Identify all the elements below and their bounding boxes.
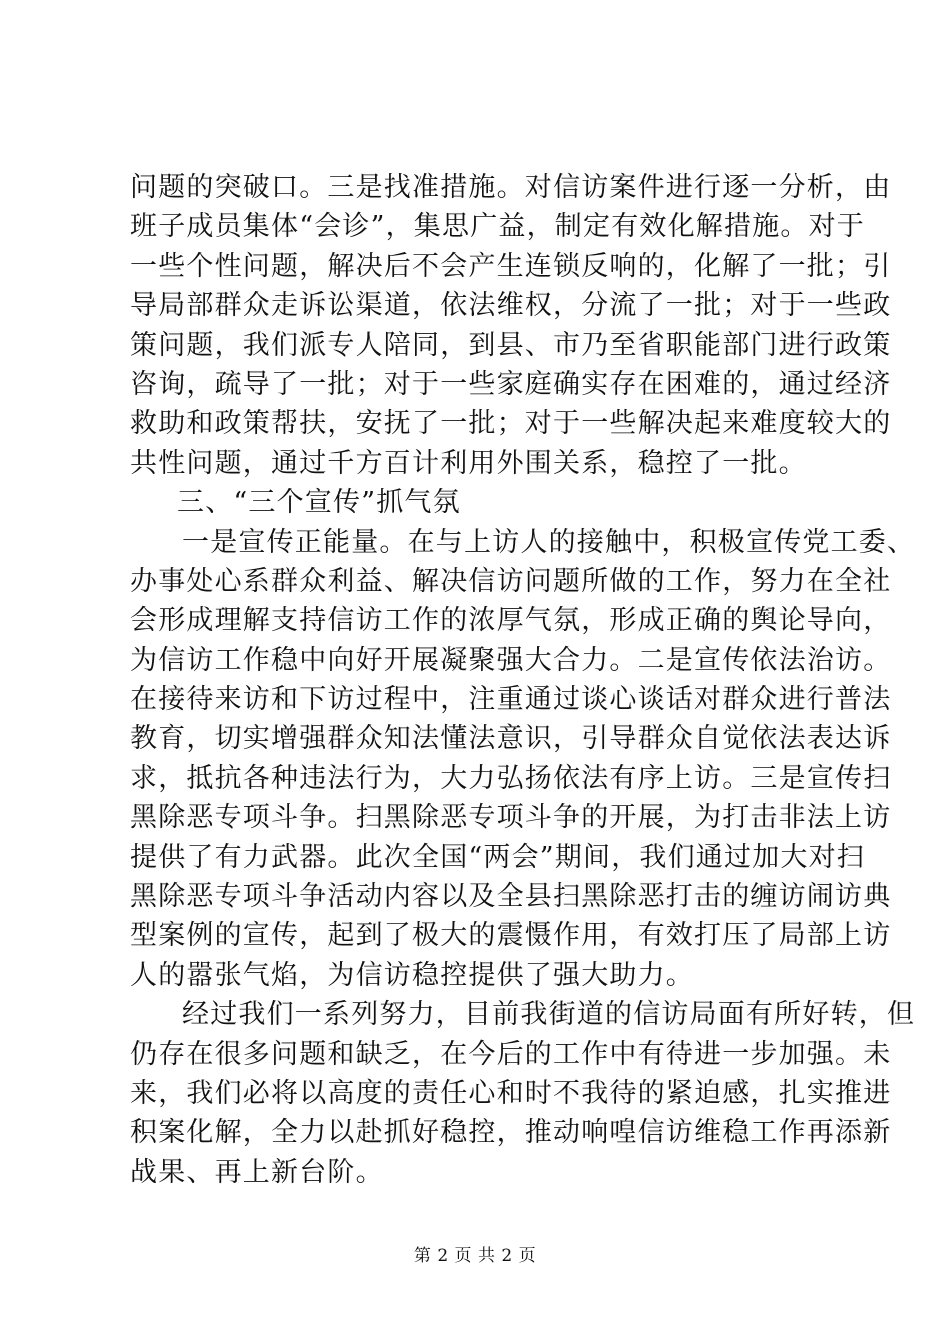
text-line: 共性问题，通过千方百计利用外围关系，稳控了一批。 — [130, 447, 807, 479]
text-line: 黑除恶专项斗争活动内容以及全县扫黑除恶打击的缠访闹访典 — [130, 881, 892, 913]
text-line: 黑除恶专项斗争。扫黑除恶专项斗争的开展，为打击非法上访 — [130, 802, 892, 834]
text-line: 在接待来访和下访过程中，注重通过谈心谈话对群众进行普法 — [130, 684, 892, 716]
text-line: 一些个性问题，解决后不会产生连锁反响的，化解了一批；引 — [130, 250, 892, 282]
text-line: 仍存在很多问题和缺乏，在今后的工作中有待进一步加强。未 — [130, 1038, 892, 1070]
text-line: 导局部群众走诉讼渠道，依法维权，分流了一批；对于一些政 — [130, 290, 892, 322]
text-line: 教育，切实增强群众知法懂法意识，引导群众自觉依法表达诉 — [130, 723, 892, 755]
text-line: 来，我们必将以高度的责任心和时不我待的紧迫感，扎实推进 — [130, 1077, 892, 1109]
text-line: 提供了有力武器。此次全国“两会”期间，我们通过加大对扫 — [130, 841, 866, 873]
text-line: 策问题，我们派专人陪同，到县、市乃至省职能部门进行政策 — [130, 329, 892, 361]
text-line: 咨询，疏导了一批；对于一些家庭确实存在困难的，通过经济 — [130, 368, 892, 400]
paragraph-first-line: 一是宣传正能量。在与上访人的接触中，积极宣传党工委、 — [182, 526, 916, 558]
section-heading: 三、“三个宣传”抓气氛 — [177, 487, 461, 519]
text-line: 积案化解，全力以赴抓好稳控，推动响喤信访维稳工作再添新 — [130, 1117, 892, 1149]
text-line: 会形成理解支持信访工作的浓厚气氛，形成正确的舆论导向， — [130, 605, 892, 637]
text-line: 战果、再上新台阶。 — [130, 1156, 384, 1188]
text-line: 求，抵抗各种违法行为，大力弘扬依法有序上访。三是宣传扫 — [130, 762, 892, 794]
document-body — [130, 168, 916, 1192]
text-line: 为信访工作稳中向好开展凝聚强大合力。二是宣传依法治访。 — [130, 644, 892, 676]
text-line: 救助和政策帮扶，安抚了一批；对于一些解决起来难度较大的 — [130, 408, 892, 440]
text-line: 班子成员集体“会诊”，集思广益，制定有效化解措施。对于 — [130, 211, 866, 243]
page-footer — [0, 1241, 950, 1266]
paragraph-first-line: 经过我们一系列努力，目前我街道的信访局面有所好转，但 — [182, 999, 916, 1031]
text-line: 办事处心系群众利益、解决信访问题所做的工作，努力在全社 — [130, 565, 892, 597]
page-number-label: 第 2 页 共 2 页 — [413, 1246, 537, 1266]
text-line: 问题的突破口。三是找准措施。对信访案件进行逐一分析，由 — [130, 172, 892, 203]
text-line: 型案例的宣传，起到了极大的震慑作用，有效打压了局部上访 — [130, 920, 892, 952]
text-line: 人的嚣张气焰，为信访稳控提供了强大助力。 — [130, 959, 694, 991]
